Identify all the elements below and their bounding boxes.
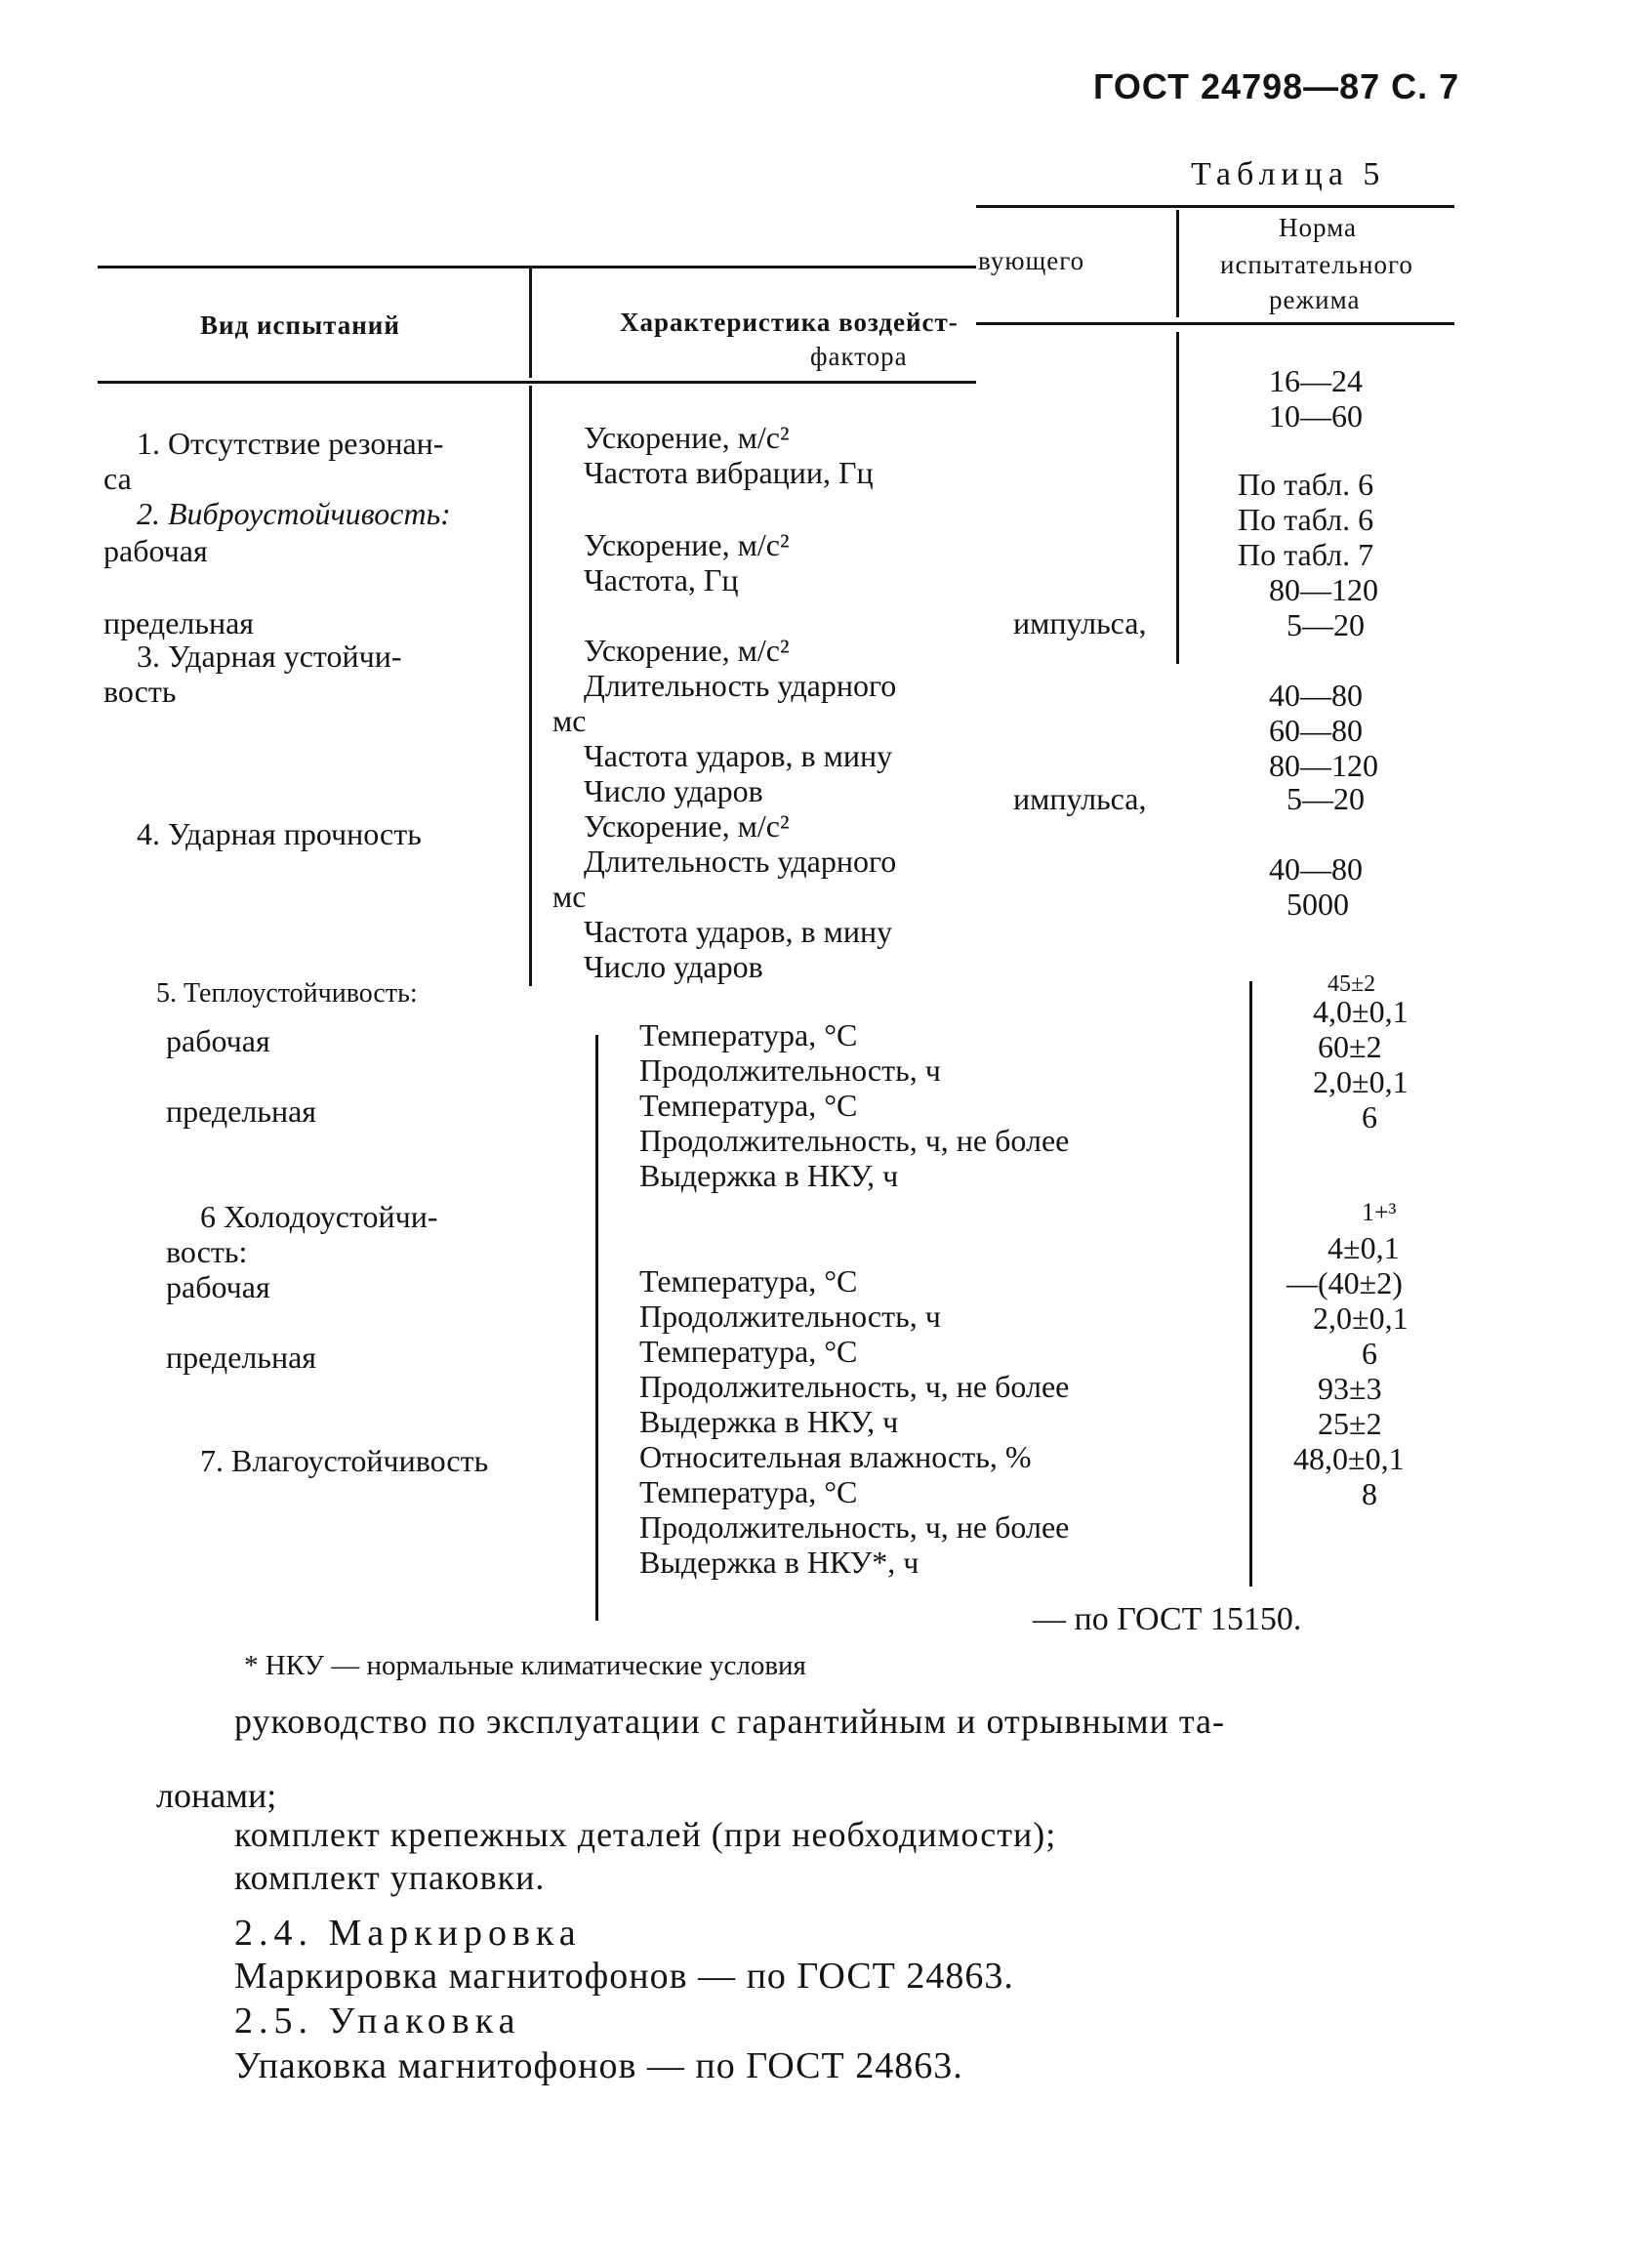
test-5: 5. Теплоустойчивость: [156, 978, 418, 1009]
body-line-2: комплект крепежных деталей (при необходимости); [234, 1815, 1057, 1854]
norm-r7: 5—20 [1287, 607, 1365, 642]
char-5e: Выдержка в НКУ, ч [639, 1158, 899, 1193]
table-body-divider-4 [1249, 981, 1252, 1587]
char-7b: Температура, °С [639, 1474, 858, 1509]
norm2-r2: 4,0±0,1 [1313, 994, 1409, 1029]
char-5b: Продолжительность, ч [639, 1052, 941, 1088]
test-2-working: рабочая [103, 533, 208, 568]
norm2-r8: —(40±2) [1287, 1265, 1403, 1300]
norm-r12: 40—80 [1269, 851, 1363, 887]
norm2-r7: 4±0,1 [1328, 1230, 1400, 1265]
norm-r11: 5—20 [1287, 781, 1365, 816]
norm-r1: 16—24 [1269, 363, 1363, 398]
col-header-characteristic-part3: фактора [810, 342, 908, 371]
col-header-characteristic-part1: Характеристика воздейст- [620, 308, 959, 337]
char-5a: Температура, °С [639, 1017, 858, 1052]
char-1b: Частота вибрации, Гц [584, 455, 874, 490]
body-line-3: комплект упаковки. [234, 1858, 546, 1897]
norm2-r1: 45±2 [1328, 971, 1376, 997]
char-1a: Ускорение, м/с² [584, 420, 790, 455]
norm2-r13: 48,0±0,1 [1293, 1441, 1405, 1476]
norm2-r12: 25±2 [1318, 1406, 1382, 1441]
norm-r10: 80—120 [1269, 748, 1378, 783]
norm2-r4: 2,0±0,1 [1313, 1064, 1409, 1099]
test-6b: вость: [166, 1234, 248, 1269]
test-1a: 1. Отсутствие резонан- [137, 426, 444, 461]
char-5c: Температура, °С [639, 1088, 858, 1123]
char-3b: Длительность ударного [584, 668, 897, 703]
norm-r2: 10—60 [1269, 398, 1363, 433]
body-line-1b: лонами; [156, 1776, 277, 1815]
test-2-limit: предельная [103, 605, 254, 640]
norm2-r5: 6 [1362, 1099, 1377, 1134]
section-2-5-title: 2.5. Упаковка [234, 2000, 521, 2041]
table-top-rule-right [976, 205, 1454, 208]
table-body-divider-1 [529, 386, 532, 986]
char-4b: Длительность ударного [584, 844, 897, 879]
col-header-test-type: Вид испытаний [200, 310, 400, 340]
table-header-divider-2 [1176, 210, 1179, 317]
table-top-rule-left [98, 266, 976, 268]
test-6-limit: предельная [166, 1340, 316, 1375]
char-7d: Выдержка в НКУ*, ч [639, 1545, 919, 1580]
char-3d: Частота ударов, в мину [584, 738, 893, 773]
test-5-working: рабочая [166, 1023, 270, 1058]
footnote-left: * НКУ — нормальные климатические условия [244, 1650, 806, 1681]
table-body-divider-2 [1176, 332, 1179, 664]
col-header-norm-line2: испытательного [1220, 250, 1413, 279]
char-4a: Ускорение, м/с² [584, 808, 790, 844]
norm2-r6: 1+³ [1362, 1198, 1397, 1226]
char-2b: Частота, Гц [584, 562, 739, 598]
char-3c: мс [552, 703, 587, 738]
test-3a: 3. Ударная устойчи- [137, 639, 402, 674]
col-header-characteristic-part2: вующего [978, 246, 1085, 275]
norm2-r3: 60±2 [1318, 1029, 1382, 1064]
test-4: 4. Ударная прочность [137, 816, 422, 851]
norm-r3: По табл. 6 [1238, 467, 1374, 502]
test-3b: вость [103, 674, 177, 709]
body-line-1a: руководство по эксплуатации с гарантийным и отрывными та- [234, 1702, 1225, 1741]
char-4c: мс [552, 879, 587, 914]
table-header-divider-1 [529, 268, 532, 378]
norm-r9: 60—80 [1269, 713, 1363, 748]
norm2-r9: 2,0±0,1 [1313, 1300, 1409, 1336]
char-3-extra: импульса, [1013, 605, 1147, 640]
col-header-norm-line3: режима [1269, 285, 1361, 314]
table-header-bottom-rule-right [976, 322, 1454, 325]
test-2: 2. Виброустойчивость: [137, 496, 451, 531]
char-4e: Число ударов [584, 949, 763, 984]
norm2-r14: 8 [1362, 1476, 1377, 1511]
char-4-extra: импульса, [1013, 781, 1147, 816]
table-title: Таблица 5 [1191, 156, 1386, 192]
test-1b: са [103, 461, 132, 496]
char-2a: Ускорение, м/с² [584, 527, 790, 562]
section-2-5-text: Упаковка магнитофонов — по ГОСТ 24863. [234, 2045, 963, 2086]
char-3e: Число ударов [584, 773, 763, 808]
char-6a: Температура, °С [639, 1263, 858, 1299]
char-3a: Ускорение, м/с² [584, 633, 790, 668]
test-6a: 6 Холодоустойчи- [200, 1199, 438, 1234]
char-6b: Продолжительность, ч [639, 1299, 941, 1334]
section-2-4-title: 2.4. Маркировка [234, 1913, 582, 1954]
test-5-limit: предельная [166, 1093, 316, 1129]
norm-r4: По табл. 6 [1238, 502, 1374, 537]
norm-r6: 80—120 [1269, 572, 1378, 607]
char-6e: Выдержка в НКУ, ч [639, 1404, 899, 1439]
table-header-bottom-rule [98, 381, 976, 384]
norm-r8: 40—80 [1269, 678, 1363, 713]
test-6-working: рабочая [166, 1269, 270, 1304]
norm-r5: По табл. 7 [1238, 537, 1374, 572]
doc-reference: ГОСТ 24798—87 С. 7 [1093, 66, 1460, 106]
char-7a: Относительная влажность, % [639, 1439, 1032, 1474]
section-2-4-text: Маркировка магнитофонов — по ГОСТ 24863. [234, 1956, 1014, 1997]
col-header-norm-line1: Норма [1279, 213, 1357, 242]
char-4d: Частота ударов, в мину [584, 914, 893, 949]
norm2-r10: 6 [1362, 1336, 1377, 1371]
char-5d: Продолжительность, ч, не более [639, 1123, 1070, 1158]
char-6c: Температура, °С [639, 1334, 858, 1369]
norm2-r11: 93±3 [1318, 1371, 1382, 1406]
footnote-right: — по ГОСТ 15150. [1033, 1601, 1302, 1637]
norm-r13: 5000 [1287, 887, 1349, 922]
table-body-divider-3 [595, 1035, 598, 1621]
char-7c: Продолжительность, ч, не более [639, 1509, 1070, 1545]
test-7: 7. Влагоустойчивость [200, 1443, 489, 1478]
char-6d: Продолжительность, ч, не более [639, 1369, 1070, 1404]
